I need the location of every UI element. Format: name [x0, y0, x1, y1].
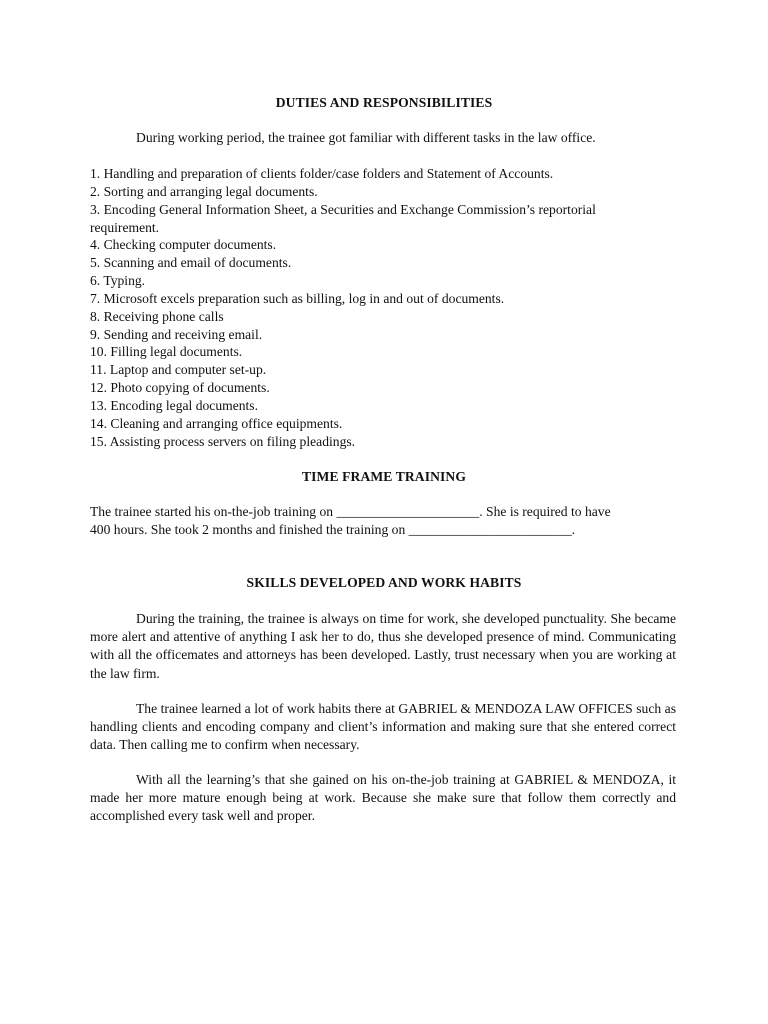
skills-heading: SKILLS DEVELOPED AND WORK HABITS [246, 575, 522, 590]
time-frame-line-1: The trainee started his on-the-job training on _____________________. She is required to have [90, 504, 611, 519]
list-item: 12. Photo copying of documents. [90, 380, 270, 396]
list-item: 3. Encoding General Information Sheet, a Securities and Exchange Commission’s reportorial requirement. [90, 201, 596, 235]
time-frame-line-2: 400 hours. She took 2 months and finished the training on ________________________. [90, 522, 576, 538]
list-item: 9. Sending and receiving email. [90, 326, 263, 342]
duties-heading: DUTIES AND RESPONSIBILITIES [275, 95, 493, 110]
list-item: 8. Receiving phone calls [90, 308, 224, 324]
skills-paragraph-1 [90, 610, 676, 683]
skills-paragraph-1-text: During the training, the trainee is always on time for work, she developed punctuality. She became more alert and attentive of anything I ask her to do, thus she developed presence of mind. Communicating with all the officemates and attorneys has been developed. Lastly, trust necessary when you are working at the law firm. [90, 611, 676, 681]
skills-paragraph-2 [90, 700, 676, 755]
time-frame-paragraph [90, 503, 676, 539]
list-item: 15. Assisting process servers on filing pleadings. [90, 433, 356, 449]
time-frame-heading: TIME FRAME TRAINING [301, 469, 467, 484]
list-item: 13. Encoding legal documents. [90, 397, 258, 413]
list-item: 2. Sorting and arranging legal documents. [90, 183, 318, 199]
skills-paragraph-3-text: With all the learning’s that she gained on his on-the-job training at GABRIEL & MENDOZA, it made her more mature enough being at work. Because she make sure that follow them correctly and accomplished every task well and proper. [90, 772, 676, 824]
duties-intro: During working period, the trainee got familiar with different tasks in the law office. [136, 130, 596, 145]
skills-paragraph-3 [90, 771, 676, 826]
duties-list [90, 165, 690, 451]
list-item: 6. Typing. [90, 273, 146, 289]
list-item: 14. Cleaning and arranging office equipments. [90, 415, 343, 431]
list-item: 4. Checking computer documents. [90, 237, 277, 253]
list-item: 7. Microsoft excels preparation such as billing, log in and out of documents. [90, 290, 505, 306]
list-item: 1. Handling and preparation of clients folder/case folders and Statement of Accounts. [90, 166, 554, 181]
skills-paragraph-2-text: The trainee learned a lot of work habits there at GABRIEL & MENDOZA LAW OFFICES such as handling clients and encoding company and client’s information and making sure that she entered correct data. Then calling me to confirm when necessary. [90, 701, 676, 753]
list-item: 11. Laptop and computer set-up. [90, 362, 267, 378]
list-item: 5. Scanning and email of documents. [90, 255, 292, 271]
list-item: 10. Filling legal documents. [90, 344, 243, 360]
